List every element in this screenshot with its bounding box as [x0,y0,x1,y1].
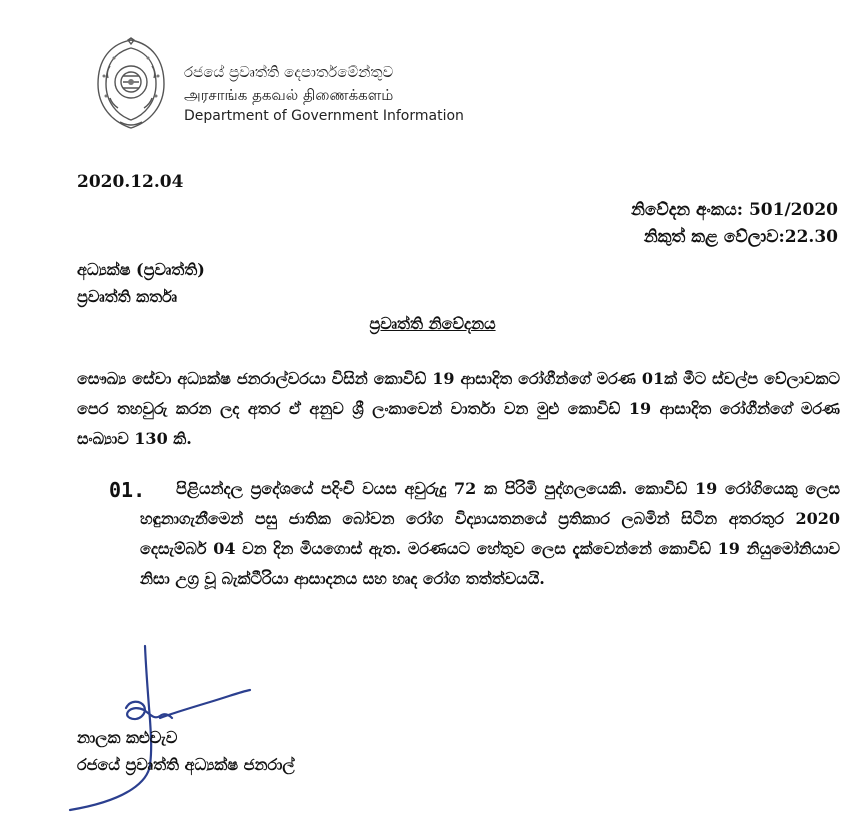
recipient-line-1: අධ්‍යක්ෂ (ප්‍රවෘත්ති) [77,260,205,279]
department-name-sinhala: රජයේ ප්‍රවෘත්ති දෙපාර්තමේන්තුව [184,63,394,81]
item-number: 01. [109,478,146,502]
item-text: පිළියන්දල ප්‍රදේශයේ පදිංචි වයස අවුරුදු 72 ක පිරිමි පුද්ගලයෙකි. කොවිඩ් 19 රෝගියෙකු ලෙස හඳුනාගැනීමෙන් පසු ජාතික බෝවන රෝග විද්‍යායතනයේ ප්‍රතිකාර ලබමින් සිටින අතරතුර 2020 දෙසැම්බර් 04 වන දින මියගොස් ඇත. මරණයට හේතුව ලෙස දැක්වෙන්නේ කොවිඩ් 19 නියුමෝනියාව නිසා උග්‍ර වූ බැක්ටීරියා ආසාදනය සහ හෘද රෝග තත්ත්වයයි. [140,479,840,588]
release-number: නිවේදන අංකය: 501/2020 [631,200,838,220]
release-time: නිකුත් කළ වේලාව:22.30 [643,227,838,247]
signatory-name: නාලක කළුවැව [77,728,178,747]
body-paragraph: සෞඛ්‍ය සේවා අධ්‍යක්ෂ ජනරාල්වරයා විසින් කොවිඩ් 19 ආසාදිත රෝගීන්ගේ මරණ 01ක් මීට ස්වල්ප වේලාවකට පෙර තහවුරු කරන ලද අතර ඒ අනුව ශ්‍රී ලංකාවෙන් වාර්තා වන මුළු කොවිඩ් 19 ආසාදිත රෝගීන්ගේ මරණ සංඛ්‍යාව 130 කි. [77,369,840,448]
department-name-english: Department of Government Information [184,108,464,124]
department-name-tamil: அரசாங்க தகவல் திணைக்களம் [184,86,394,104]
release-date: 2020.12.04 [77,172,184,192]
recipient-line-2: ප්‍රවෘත්ති කර්තෘ [77,287,178,306]
sri-lanka-emblem-icon [90,36,172,132]
document-title: ප්‍රවෘත්ති නිවේදනය [369,314,496,333]
signatory-title: රජයේ ප්‍රවෘත්ති අධ්‍යක්ෂ ජනරාල් [77,755,295,774]
